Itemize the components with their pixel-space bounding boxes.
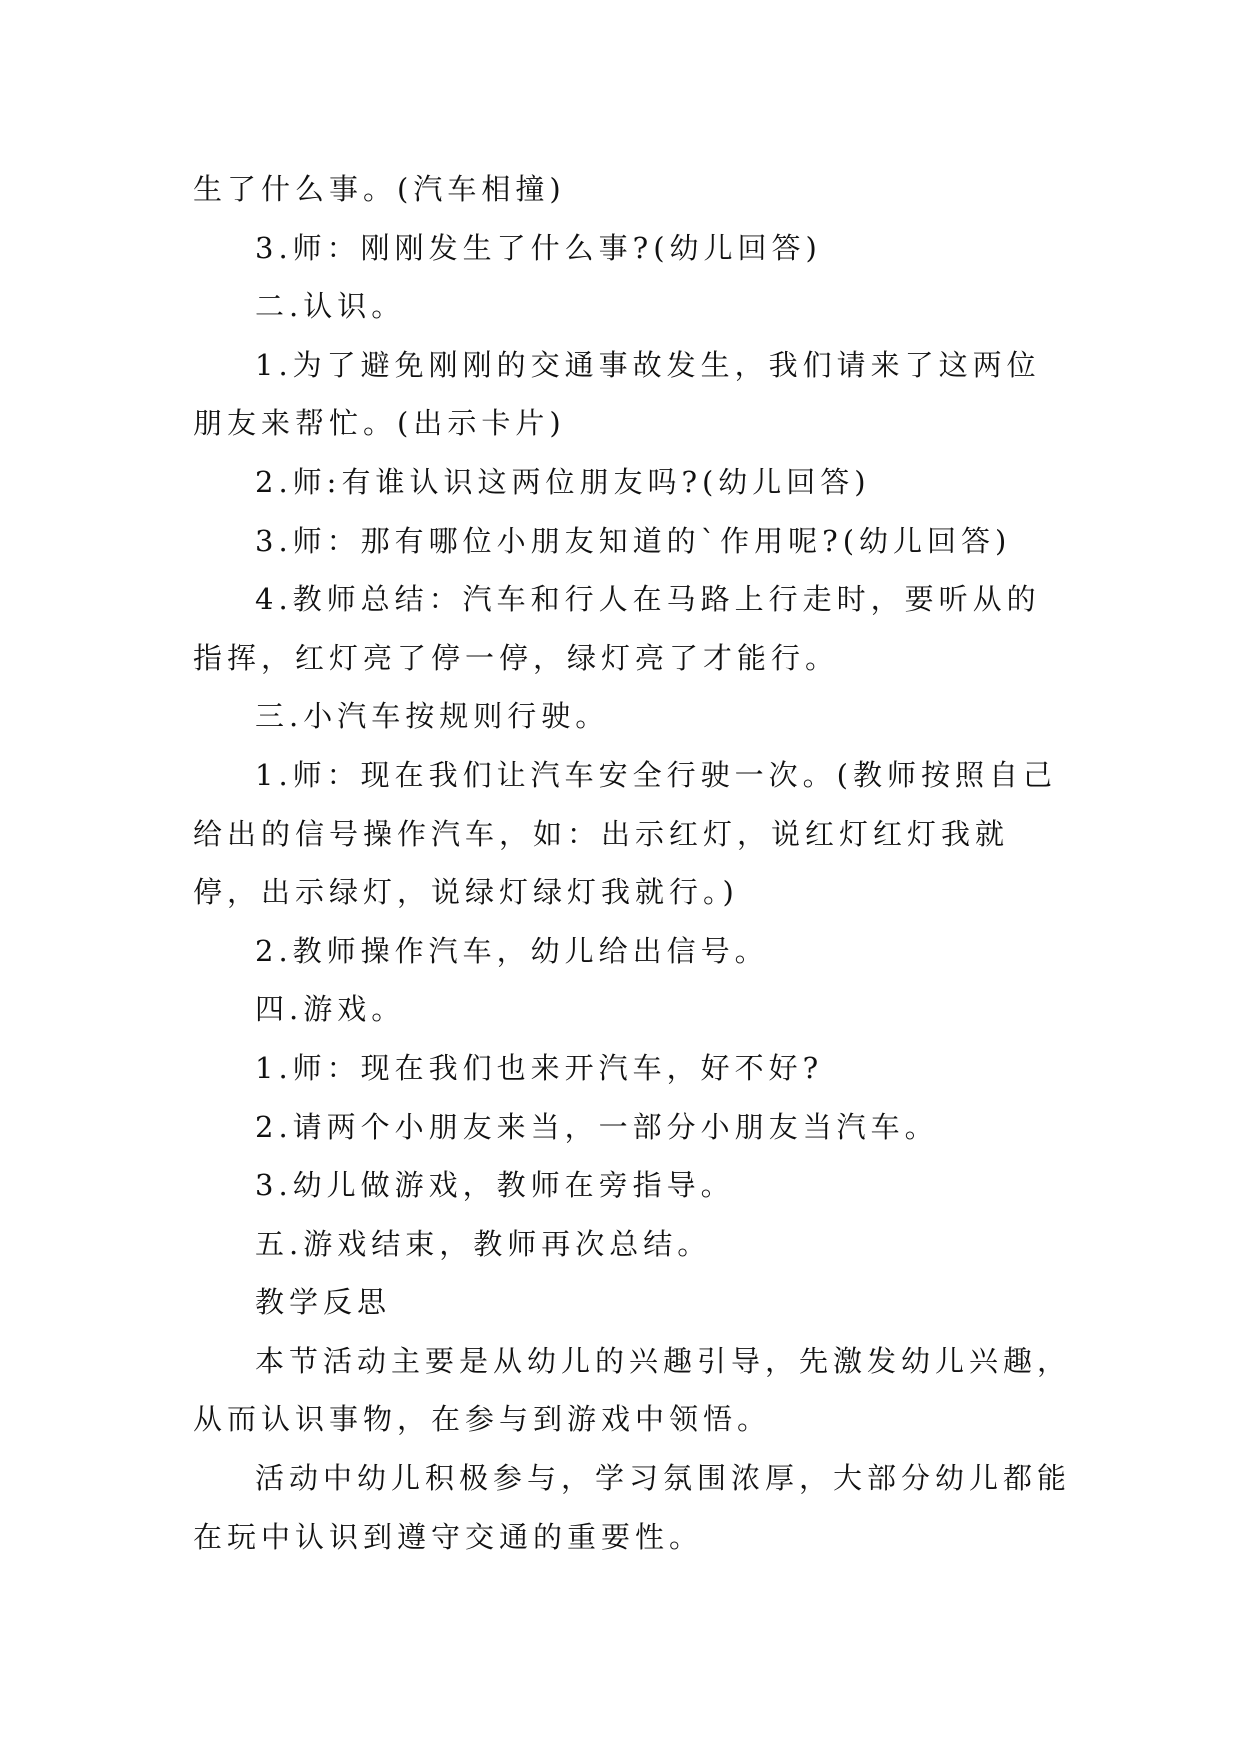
paragraph-3: 1.为了避免刚刚的交通事故发生，我们请来了这两位朋友来帮忙。(出示卡片) <box>193 347 1041 441</box>
paragraph-8: 1.师：现在我们让汽车安全行驶一次。(教师按照自己给出的信号操作汽车，如：出示红灯，说红灯红灯我就停，出示绿灯，说绿灯绿灯我就行。) <box>193 757 1057 910</box>
paragraph-11: 1.师：现在我们也来开汽车，好不好? <box>255 1050 824 1085</box>
paragraph-12: 2.请两个小朋友来当，一部分小朋友当汽车。 <box>255 1109 939 1144</box>
paragraph-4: 2.师:有谁认识这两位朋友吗?(幼儿回答) <box>255 464 871 499</box>
section-heading-5: 五.游戏结束，教师再次总结。 <box>255 1226 712 1261</box>
section-heading-4: 四.游戏。 <box>255 992 406 1027</box>
paragraph-0: 生了什么事。(汽车相撞) <box>193 172 566 206</box>
document-body <box>193 160 1073 1566</box>
paragraph-6: 4.教师总结：汽车和行人在马路上行走时，要听从的指挥，红灯亮了停一停，绿灯亮了才能行。 <box>193 582 1041 675</box>
reflection-paragraph-1: 本节活动主要是从幼儿的兴趣引导，先激发幼儿兴趣，从而认识事物，在参与到游戏中领悟。 <box>193 1343 1072 1437</box>
paragraph-13: 3.幼儿做游戏，教师在旁指导。 <box>255 1168 735 1203</box>
paragraph-1: 3.师：刚刚发生了什么事?(幼儿回答) <box>255 230 822 265</box>
section-heading-2: 二.认识。 <box>255 289 406 324</box>
paragraph-5: 3.师：那有哪位小朋友知道的`作用呢?(幼儿回答) <box>255 523 1012 558</box>
section-heading-3: 三.小汽车按规则行驶。 <box>255 699 610 734</box>
paragraph-9: 2.教师操作汽车，幼儿给出信号。 <box>255 933 769 968</box>
reflection-paragraph-2: 活动中幼儿积极参与，学习氛围浓厚，大部分幼儿都能在玩中认识到遵守交通的重要性。 <box>193 1461 1072 1554</box>
reflection-heading: 教学反思 <box>255 1285 392 1320</box>
